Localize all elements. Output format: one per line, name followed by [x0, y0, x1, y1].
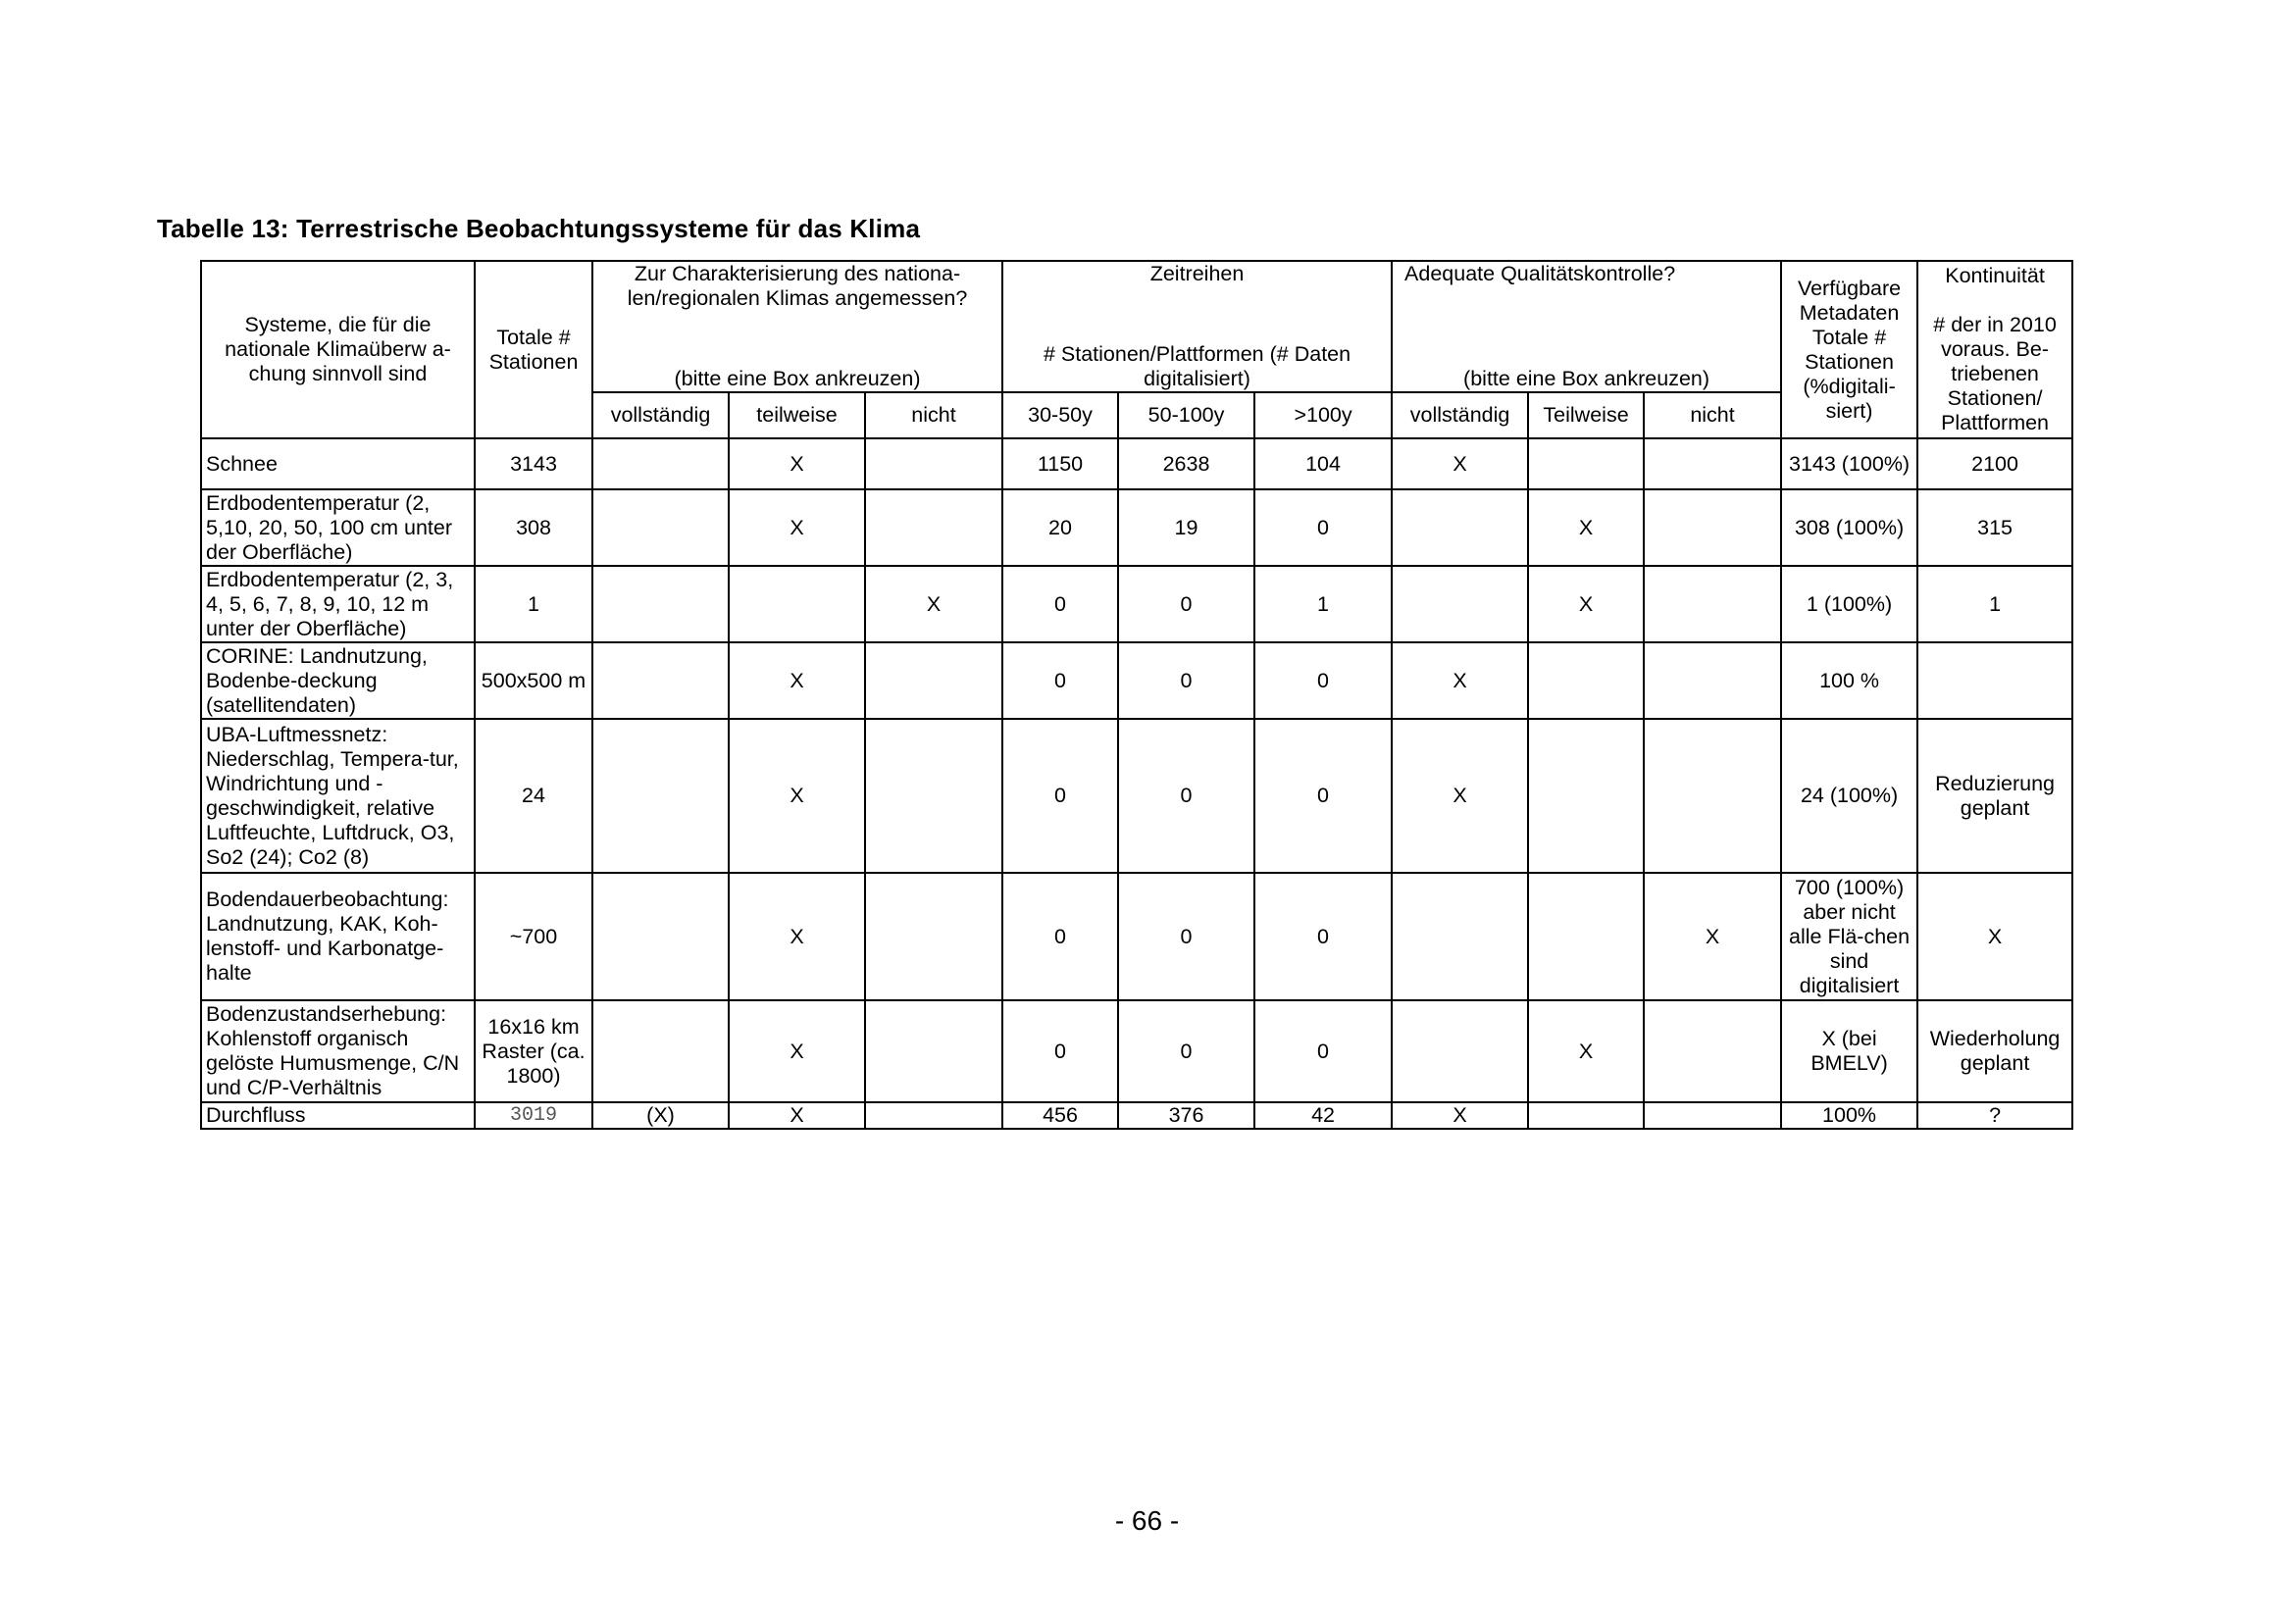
- cell-50-100y: 0: [1118, 719, 1254, 873]
- cell-q-nicht: [1644, 489, 1781, 566]
- cell-teilweise: X: [729, 719, 865, 873]
- cell-100y: 0: [1254, 873, 1392, 1000]
- subheader-q-vollstaendig: vollständig: [1392, 392, 1528, 438]
- cell-kontinuitaet: [1917, 642, 2072, 719]
- cell-50-100y: 0: [1118, 642, 1254, 719]
- cell-vollstaendig: [592, 873, 729, 1000]
- cell-q-vollstaendig: [1392, 489, 1528, 566]
- cell-metadaten: 100 %: [1781, 642, 1917, 719]
- cell-50-100y: 0: [1118, 873, 1254, 1000]
- cell-totale: 16x16 km Raster (ca. 1800): [475, 1000, 592, 1102]
- header-zeitreihen-sub: # Stationen/Plattformen (# Daten digitalisiert): [1043, 342, 1351, 390]
- header-charakterisierung-hint: (bitte eine Box ankreuzen): [674, 367, 921, 390]
- table-row: [201, 489, 2072, 566]
- cell-vollstaendig: [592, 438, 729, 489]
- subheader-teilweise: teilweise: [729, 392, 865, 438]
- table-title: Tabelle 13: Terrestrische Beobachtungssysteme für das Klima: [157, 214, 921, 243]
- row-label: Schnee: [201, 438, 475, 489]
- cell-q-vollstaendig: [1392, 1000, 1528, 1102]
- header-qualitaet-hint: (bitte eine Box ankreuzen): [1463, 367, 1710, 390]
- cell-metadaten: 100%: [1781, 1102, 1917, 1129]
- cell-vollstaendig: [592, 719, 729, 873]
- row-label: Erdbodentemperatur (2, 5,10, 20, 50, 100 cm unter der Oberfläche): [201, 489, 475, 566]
- cell-vollstaendig: [592, 566, 729, 642]
- cell-100y: 1: [1254, 566, 1392, 642]
- cell-totale: 1: [475, 566, 592, 642]
- cell-100y: 42: [1254, 1102, 1392, 1129]
- table-row: [201, 566, 2072, 642]
- cell-q-vollstaendig: [1392, 566, 1528, 642]
- cell-teilweise: X: [729, 438, 865, 489]
- cell-q-vollstaendig: X: [1392, 1102, 1528, 1129]
- cell-totale: 3019: [475, 1102, 592, 1129]
- cell-kontinuitaet: 2100: [1917, 438, 2072, 489]
- cell-vollstaendig: (X): [592, 1102, 729, 1129]
- cell-metadaten: 24 (100%): [1781, 719, 1917, 873]
- header-kontinuitaet-sub: # der in 2010 voraus. Be-triebenen Stationen/ Plattformen: [1933, 313, 2057, 434]
- row-label: Durchfluss: [201, 1102, 475, 1129]
- cell-50-100y: 376: [1118, 1102, 1254, 1129]
- cell-metadaten: 308 (100%): [1781, 489, 1917, 566]
- header-totale-stationen: Totale # Stationen: [475, 261, 592, 438]
- cell-50-100y: 19: [1118, 489, 1254, 566]
- cell-vollstaendig: [592, 1000, 729, 1102]
- cell-kontinuitaet: Reduzierung geplant: [1917, 719, 2072, 873]
- cell-q-teilweise: X: [1528, 1000, 1644, 1102]
- cell-100y: 0: [1254, 719, 1392, 873]
- subheader-vollstaendig: vollständig: [592, 392, 729, 438]
- table-row: [201, 873, 2072, 1000]
- cell-50-100y: 2638: [1118, 438, 1254, 489]
- cell-vollstaendig: [592, 489, 729, 566]
- cell-30-50y: 1150: [1002, 438, 1118, 489]
- cell-nicht: [865, 719, 1002, 873]
- cell-q-teilweise: [1528, 719, 1644, 873]
- cell-nicht: [865, 1000, 1002, 1102]
- cell-q-nicht: [1644, 438, 1781, 489]
- cell-100y: 104: [1254, 438, 1392, 489]
- row-label: Bodenzustandserhebung: Kohlenstoff organisch gelöste Humusmenge, C/N und C/P-Verhältnis: [201, 1000, 475, 1102]
- cell-vollstaendig: [592, 642, 729, 719]
- cell-q-nicht: [1644, 566, 1781, 642]
- row-label: CORINE: Landnutzung, Bodenbe-deckung (satellitendaten): [201, 642, 475, 719]
- cell-q-vollstaendig: [1392, 873, 1528, 1000]
- table-row: [201, 719, 2072, 873]
- cell-q-teilweise: [1528, 1102, 1644, 1129]
- cell-kontinuitaet: ?: [1917, 1102, 2072, 1129]
- cell-teilweise: [729, 566, 865, 642]
- cell-30-50y: 0: [1002, 642, 1118, 719]
- cell-q-teilweise: [1528, 438, 1644, 489]
- cell-teilweise: X: [729, 873, 865, 1000]
- cell-nicht: [865, 1102, 1002, 1129]
- cell-totale: 308: [475, 489, 592, 566]
- cell-q-teilweise: [1528, 642, 1644, 719]
- cell-q-nicht: [1644, 1000, 1781, 1102]
- header-kontinuitaet-title: Kontinuität: [1945, 264, 2045, 287]
- cell-30-50y: 20: [1002, 489, 1118, 566]
- header-systeme: Systeme, die für die nationale Klimaüberw a-chung sinnvoll sind: [201, 261, 475, 438]
- page-number: - 66 -: [1114, 1505, 1180, 1536]
- cell-kontinuitaet: Wiederholung geplant: [1917, 1000, 2072, 1102]
- header-metadaten: Verfügbare Metadaten Totale # Stationen (%digitali-siert): [1781, 261, 1917, 438]
- cell-kontinuitaet: 315: [1917, 489, 2072, 566]
- observation-systems-table: [200, 260, 2073, 1130]
- cell-30-50y: 0: [1002, 873, 1118, 1000]
- cell-q-nicht: [1644, 1102, 1781, 1129]
- cell-q-vollstaendig: X: [1392, 719, 1528, 873]
- cell-30-50y: 0: [1002, 1000, 1118, 1102]
- cell-q-nicht: X: [1644, 873, 1781, 1000]
- cell-nicht: [865, 489, 1002, 566]
- cell-q-vollstaendig: X: [1392, 438, 1528, 489]
- cell-30-50y: 0: [1002, 719, 1118, 873]
- cell-30-50y: 456: [1002, 1102, 1118, 1129]
- cell-metadaten: X (bei BMELV): [1781, 1000, 1917, 1102]
- cell-nicht: [865, 438, 1002, 489]
- table-row: [201, 1102, 2072, 1129]
- cell-teilweise: X: [729, 1102, 865, 1129]
- cell-metadaten: 1 (100%): [1781, 566, 1917, 642]
- row-label: Bodendauerbeobachtung: Landnutzung, KAK, Koh-lenstoff- und Karbonatge-halte: [201, 873, 475, 1000]
- header-zeitreihen-title: Zeitreihen: [1149, 262, 1245, 285]
- cell-nicht: X: [865, 566, 1002, 642]
- cell-30-50y: 0: [1002, 566, 1118, 642]
- cell-50-100y: 0: [1118, 566, 1254, 642]
- subheader-q-teilweise: Teilweise: [1528, 392, 1644, 438]
- cell-q-teilweise: X: [1528, 566, 1644, 642]
- cell-100y: 0: [1254, 489, 1392, 566]
- cell-q-vollstaendig: X: [1392, 642, 1528, 719]
- cell-q-nicht: [1644, 642, 1781, 719]
- table-row: [201, 438, 2072, 489]
- header-qualitaet-question: Adequate Qualitätskontrolle?: [1404, 262, 1676, 285]
- row-label: UBA-Luftmessnetz: Niederschlag, Tempera-tur, Windrichtung und -geschwindigkeit, relative Luftfeuchte, Luftdruck, O3, So2 (24); Co2 (8): [201, 719, 475, 873]
- subheader-100y: >100y: [1254, 392, 1392, 438]
- table-row: [201, 1000, 2072, 1102]
- subheader-nicht: nicht: [865, 392, 1002, 438]
- cell-totale: 24: [475, 719, 592, 873]
- cell-nicht: [865, 642, 1002, 719]
- cell-teilweise: X: [729, 642, 865, 719]
- cell-kontinuitaet: X: [1917, 873, 2072, 1000]
- cell-teilweise: X: [729, 1000, 865, 1102]
- header-qualitaetskontrolle: [1392, 261, 1781, 392]
- subheader-q-nicht: nicht: [1644, 392, 1781, 438]
- cell-totale: 500x500 m: [475, 642, 592, 719]
- cell-kontinuitaet: 1: [1917, 566, 2072, 642]
- header-row: [201, 261, 2072, 392]
- cell-q-teilweise: X: [1528, 489, 1644, 566]
- header-charakterisierung: [592, 261, 1002, 392]
- header-kontinuitaet: [1917, 261, 2072, 438]
- cell-teilweise: X: [729, 489, 865, 566]
- cell-nicht: [865, 873, 1002, 1000]
- cell-metadaten: 700 (100%) aber nicht alle Flä-chen sind digitalisiert: [1781, 873, 1917, 1000]
- cell-q-nicht: [1644, 719, 1781, 873]
- table-row: [201, 642, 2072, 719]
- cell-50-100y: 0: [1118, 1000, 1254, 1102]
- cell-q-teilweise: [1528, 873, 1644, 1000]
- row-label: Erdbodentemperatur (2, 3, 4, 5, 6, 7, 8, 9, 10, 12 m unter der Oberfläche): [201, 566, 475, 642]
- cell-metadaten: 3143 (100%): [1781, 438, 1917, 489]
- header-charakterisierung-question: Zur Charakterisierung des nationa-len/regionalen Klimas angemessen?: [627, 262, 968, 310]
- header-zeitreihen: [1002, 261, 1392, 392]
- cell-100y: 0: [1254, 1000, 1392, 1102]
- cell-totale: 3143: [475, 438, 592, 489]
- subheader-30-50y: 30-50y: [1002, 392, 1118, 438]
- subheader-50-100y: 50-100y: [1118, 392, 1254, 438]
- cell-totale: ~700: [475, 873, 592, 1000]
- cell-100y: 0: [1254, 642, 1392, 719]
